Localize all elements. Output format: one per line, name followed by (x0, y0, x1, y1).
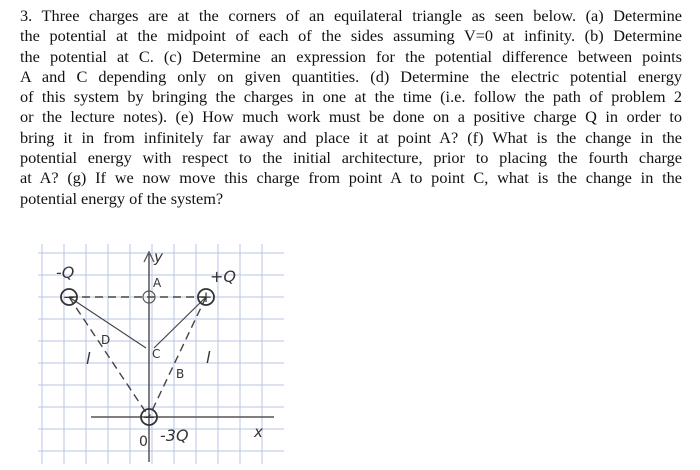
problem-line: A and C depending only on given quantities. (d) Determine the electric potential energy (20, 66, 682, 86)
point-b-label: B (176, 367, 185, 381)
problem-text (20, 6, 682, 209)
y-axis-label: y (154, 248, 163, 266)
side-left-label: l (86, 349, 91, 368)
triangle-sketch (36, 240, 286, 468)
triangle-diagram (36, 240, 286, 468)
sign-minus-bottom: − (142, 408, 156, 426)
charge-left-label: -Q (56, 263, 75, 282)
point-d-label: D (101, 333, 111, 347)
x-axis-label: x (254, 423, 263, 441)
problem-line: bring it in from infinitely far away and place it at point A? (f) What is the change in the (20, 127, 682, 147)
problem-line: the potential at C. (c) Determine an expression for the potential difference between points (20, 46, 682, 66)
sign-minus-left: − (62, 288, 76, 306)
problem-line: potential energy with respect to the initial architecture, prior to placing the fourth charge (20, 148, 682, 168)
problem-line: at A? (g) If we now move this charge from point A to point C, what is the change in the (20, 168, 682, 188)
median-right (154, 297, 206, 348)
charge-right-label: +Q (210, 267, 236, 286)
problem-line: 3. Three charges are at the corners of an equilateral triangle as seen below. (a) Determine (20, 6, 682, 25)
origin-label: 0 (139, 434, 148, 450)
problem-line: the potential at the midpoint of each of the sides assuming V=0 at infinity. (b) Determine (20, 26, 682, 46)
problem-line: of this system by bringing the charges in one at the time (i.e. follow the path of problem 2 (20, 87, 682, 107)
point-a-label: A (153, 276, 162, 290)
problem-line: potential energy of the system? (20, 188, 224, 208)
charge-bottom-label: -3Q (160, 426, 189, 445)
problem-line: or the lecture notes). (e) How much work must be done on a positive charge Q in order to (20, 107, 682, 127)
triangle-side-left (69, 297, 149, 417)
point-c-label: C (152, 347, 161, 361)
sign-plus-right: + (199, 288, 213, 306)
side-right-label: l (206, 348, 211, 367)
